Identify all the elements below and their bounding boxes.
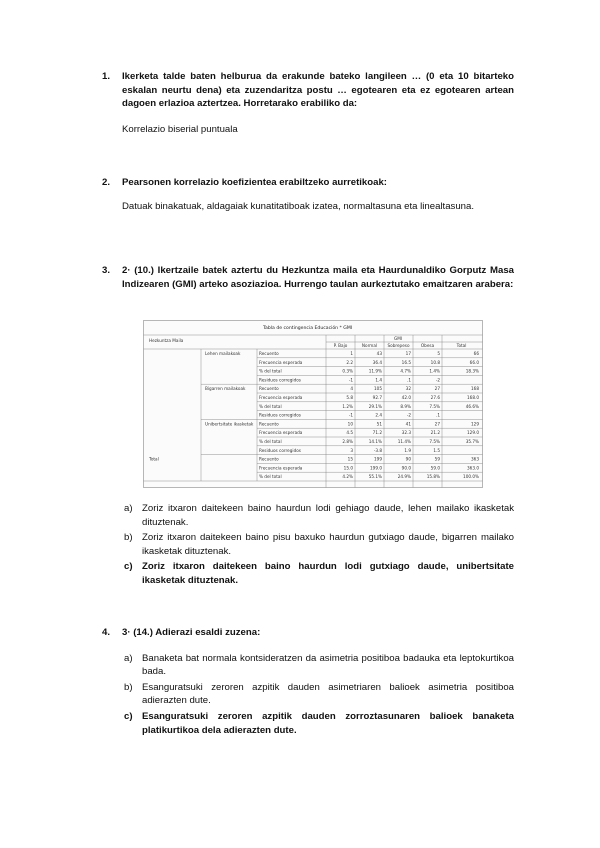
question-4: [102, 626, 514, 739]
table-cell: 129.0: [467, 430, 479, 436]
table-cell: 16.5: [401, 359, 411, 365]
question-4-text: [102, 626, 514, 640]
table-cell: 32.3: [401, 430, 411, 436]
table-cell: 59: [434, 456, 440, 462]
table-cell: 4.7%: [400, 368, 411, 374]
option-text: Esanguratsuki zeroren azpitik dauden zorroztasunaren balioek banaketa platikurtikoa dela adierazten dute.: [142, 710, 514, 736]
table-cell: 5.8: [346, 395, 353, 400]
question-2-number: 2.: [102, 177, 111, 188]
table-row-label: Residuos corregidos: [259, 447, 301, 453]
table-cell: 27: [434, 386, 440, 392]
option-text: Esanguratsuki zeroren azpitik dauden asimetriaren balioek asimetria positiboa adierazten dute.: [142, 681, 514, 707]
question-4-option-a[interactable]: [122, 652, 514, 679]
option-text: Zoriz itxaron daitekeen baino haurdun lodi gutxiago daude, unibertsitate ikasketak dituztenak.: [142, 561, 514, 586]
table-cell: 15.0: [343, 465, 353, 471]
table-row-label: Frecuencia esperada: [259, 430, 303, 436]
option-text: Zoriz itxaron daitekeen baino pisu baxuko haurdun gutxiago daude, bigarren mailako ikasketak dituztenak.: [142, 532, 514, 557]
table-row-label: Residuos corregidos: [259, 377, 301, 383]
table-col-header: Obesa: [420, 343, 435, 348]
table-row-label: Frecuencia esperada: [259, 395, 303, 400]
option-text: Zoriz itxaron daitekeen baino haurdun lodi gehiago daude, lehen mailako ikasketak dituztenak.: [142, 503, 514, 528]
table-cell: 29.1%: [368, 403, 382, 409]
question-3-option-b[interactable]: [122, 531, 514, 558]
table-row-label: Frecuencia esperada: [259, 359, 303, 365]
table-cell: 24.9%: [397, 474, 411, 480]
table-col-header: Total: [456, 343, 467, 348]
option-text: Banaketa bat normala kontsideratzen da asimetria positiboa badauka eta leptokurtikoa bada.: [142, 652, 514, 678]
table-cell: 2.4: [375, 412, 382, 418]
table-cell: 0.3%: [342, 368, 353, 374]
table-cell: 18.3%: [465, 368, 479, 374]
table-row-label: Recuento: [259, 351, 279, 356]
table-row-label: % del total: [259, 439, 282, 444]
question-3-number: 3.: [102, 265, 111, 276]
table-cell: 14.1%: [368, 439, 382, 444]
option-letter: a): [124, 652, 133, 664]
question-2-text: [102, 176, 514, 190]
question-1-number: 1.: [102, 71, 111, 82]
question-4-option-c[interactable]: [122, 710, 514, 737]
table-cell: 51: [376, 421, 382, 427]
table-cell: -1: [348, 377, 353, 383]
table-cell: 55.1%: [368, 474, 382, 480]
table-cell: 46.6%: [465, 403, 479, 409]
table-cell: .1: [436, 412, 440, 418]
table-cell: 168: [471, 386, 479, 392]
table-title: Tabla de contingencia Educación * GMI: [263, 326, 353, 331]
table-cell: 363: [471, 456, 479, 462]
table-cell: 35.7%: [465, 439, 479, 444]
table-cell: 1: [350, 351, 353, 356]
table-group-label: Total: [149, 456, 159, 462]
table-cell: 27: [434, 421, 440, 427]
table-cell: -1: [348, 412, 353, 418]
table-col-header: Normal: [361, 343, 378, 348]
option-letter: c): [124, 710, 133, 722]
question-4-options: [102, 652, 514, 738]
table-cell: 43: [376, 351, 382, 356]
table-cell: 4.2%: [342, 474, 353, 480]
question-1-answer: Korrelazio biserial puntuala: [122, 123, 238, 135]
table-cell: 7.5%: [429, 403, 440, 409]
option-letter: a): [124, 503, 133, 514]
table-cell: 2.8%: [342, 439, 353, 444]
table-cell: 4: [350, 386, 353, 392]
table-cell: 66: [473, 351, 479, 356]
table-row-label: Frecuencia esperada: [259, 465, 303, 471]
table-cell: 10.8: [430, 359, 440, 365]
table-cell: 8.9%: [400, 403, 411, 409]
table-cell: .1: [407, 377, 411, 383]
table-cell: 2.2: [346, 359, 353, 365]
table-cell: 15: [347, 456, 353, 462]
table-cell: 42.0: [401, 395, 411, 400]
question-3-options-block: [102, 502, 514, 590]
question-2-answer: Datuak binakatuak, aldagaiak kunatitatiboak izatea, normaltasuna eta linealtasuna.: [122, 200, 475, 212]
table-cell: 1.4: [375, 377, 382, 383]
question-3-options: [102, 502, 514, 588]
question-1-prompt: Ikerketa talde baten helburua da erakunde bateko langileen … (0 eta 10 bitarteko eskalan neurtu dena) eta zuzendaritza postu … egotearen eta ez egotearen artean dagoen erlazioa aztertzea. Horretarako erabiliko da:: [122, 71, 514, 110]
table-cell: 7.5%: [429, 439, 440, 444]
table-row-label: Recuento: [259, 421, 279, 427]
table-cell: 105: [374, 386, 382, 392]
table-group-label: Unibertsitate ikasketak: [205, 421, 254, 427]
table-cell: 11.4%: [397, 439, 411, 444]
table-cell: 11.9%: [368, 368, 382, 374]
table-cell: 363.0: [467, 465, 479, 471]
question-1-text: [102, 70, 514, 111]
table-cell: 27.6: [430, 395, 440, 400]
question-3-option-a[interactable]: [122, 502, 514, 529]
question-2: [102, 176, 514, 213]
option-letter: c): [124, 561, 133, 573]
table-row-header: Hezkuntza Maila: [149, 338, 184, 343]
question-4-number: 4.: [102, 627, 111, 638]
table-row-label: Recuento: [259, 386, 279, 392]
table-group-label: Lehen mailakoak: [205, 351, 241, 356]
table-cell: 1.9: [404, 447, 411, 453]
question-1: [102, 70, 514, 136]
table-col-header: Sobrepeso: [387, 343, 410, 348]
table-cell: 10: [347, 421, 353, 427]
question-3: [102, 264, 514, 291]
table-row-label: % del total: [259, 474, 282, 480]
table-cell: 15.8%: [426, 474, 440, 480]
table-cell: 36.4: [372, 359, 382, 365]
table-cell: 199.0: [370, 465, 382, 471]
table-row-label: Recuento: [259, 456, 279, 462]
table-cell: 90.0: [401, 465, 411, 471]
table-col-group: GMI: [393, 336, 403, 341]
table-row-label: % del total: [259, 368, 282, 374]
table-cell: -3.8: [373, 447, 382, 453]
table-group-label: Bigarren mailakoak: [205, 386, 246, 392]
question-2-prompt: Pearsonen korrelazio koefizientea erabiltzeko aurretikoak:: [122, 177, 387, 188]
table-cell: 4.5: [346, 430, 353, 436]
table-cell: 59.0: [430, 465, 440, 471]
table-cell: -2: [406, 412, 411, 418]
table-cell: 66.0: [469, 359, 479, 365]
question-4-prompt: 3· (14.) Adierazi esaldi zuzena:: [122, 627, 261, 638]
table-cell: 1.2%: [342, 403, 353, 409]
table-row-label: Residuos corregidos: [259, 412, 301, 418]
contingency-table-image: [143, 318, 483, 488]
question-3-text: [102, 264, 514, 291]
table-cell: 168.0: [467, 395, 479, 400]
table-cell: 1.4%: [429, 368, 440, 374]
table-cell: 71.2: [372, 430, 382, 436]
table-cell: -2: [435, 377, 440, 383]
table-row-label: % del total: [259, 403, 282, 409]
table-cell: 5: [437, 351, 440, 356]
table-cell: 129: [471, 421, 479, 427]
question-3-option-c[interactable]: [122, 560, 514, 587]
table-cell: 92.7: [372, 395, 382, 400]
table-cell: 3: [350, 447, 353, 453]
table-cell: 1.5: [433, 447, 440, 453]
table-col-header: P. Bajo: [333, 343, 348, 348]
question-4-option-b[interactable]: [122, 681, 514, 708]
question-3-prompt: 2· (10.) Ikertzaile batek aztertu du Hezkuntza maila eta Haurdunaldiko Gorputz Masa Indizearen (GMI) arteko asoziazioa. Hurrengo taulan aurkeztutako emaitzaren arabera:: [122, 265, 514, 290]
contingency-table: [143, 318, 483, 488]
table-cell: 21.2: [430, 430, 440, 436]
option-letter: b): [124, 681, 133, 693]
table-cell: 90: [405, 456, 411, 462]
option-letter: b): [124, 532, 133, 544]
table-cell: 17: [405, 351, 411, 356]
table-cell: 32: [405, 386, 411, 392]
table-cell: 41: [405, 421, 411, 427]
table-cell: 199: [374, 456, 382, 462]
table-cell: 100.0%: [463, 474, 479, 480]
